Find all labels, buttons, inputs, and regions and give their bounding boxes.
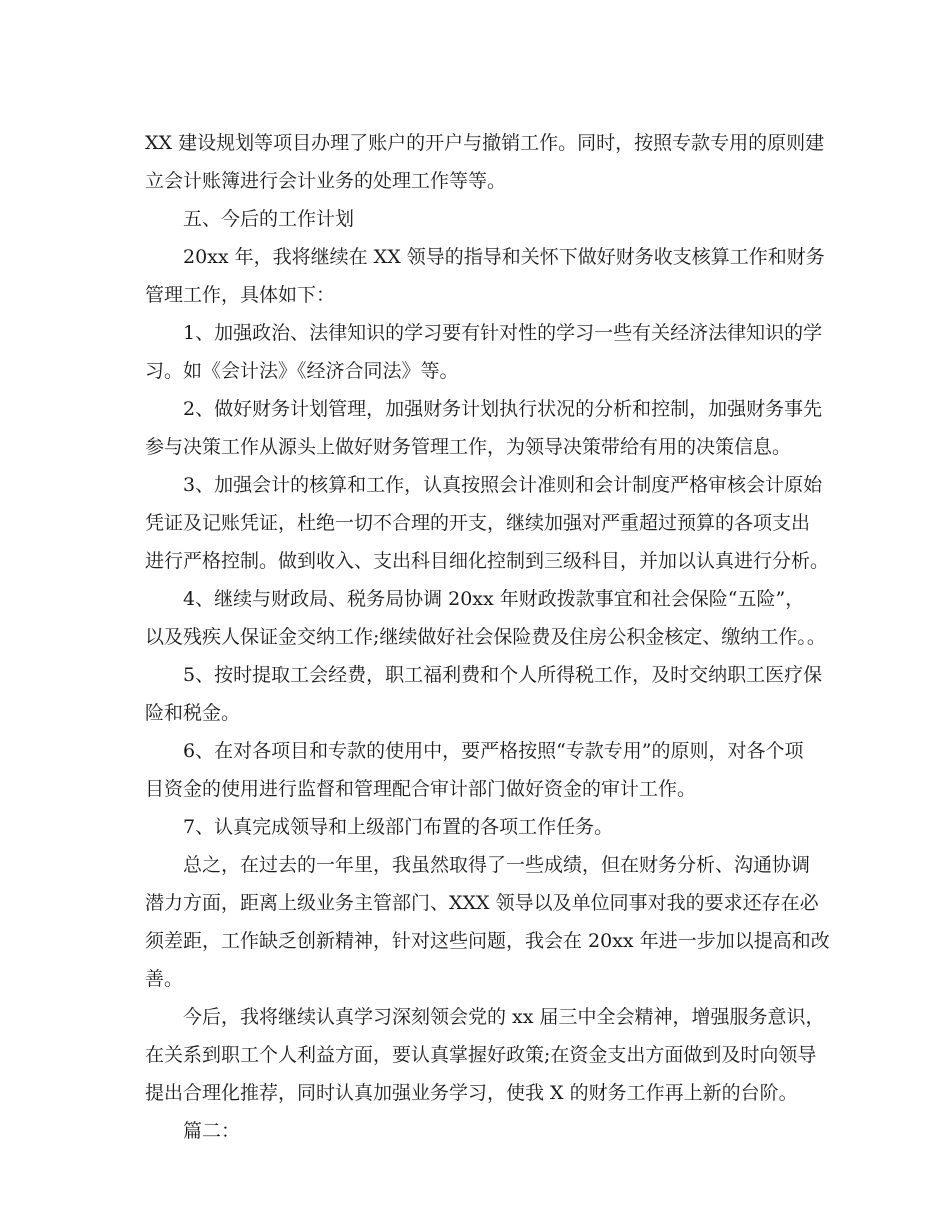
text-line: 立会计账簿进行会计业务的处理工作等等。 [145,170,507,192]
text-line: 凭证及记账凭证，杜绝一切不合理的开支，继续加强对严重超过预算的各项支出 [145,512,811,534]
text-line: 习。如《会计法》《经济合同法》等。 [145,360,459,382]
section-heading: 五、今后的工作计划 [183,208,355,230]
text-line: 提出合理化推荐，同时认真加强业务学习，使我 X 的财务工作再上新的台阶。 [145,1082,798,1104]
text-line: 20xx 年，我将继续在 XX 领导的指导和关怀下做好财务收支核算工作和财务 [183,246,825,268]
section-heading: 篇二： [183,1120,241,1142]
text-line: 参与决策工作从源头上做好财务管理工作，为领导决策带给有用的决策信息。 [145,436,792,458]
text-line: 善。 [145,968,184,990]
text-line: 在关系到职工个人利益方面，要认真掌握好政策;在资金支出方面做到及时向领导 [145,1044,817,1066]
text-line: XX 建设规划等项目办理了账户的开户与撤销工作。同时，按照专款专用的原则建 [145,132,825,154]
text-line: 今后，我将继续认真学习深刻领会党的 xx 届三中全会精神，增强服务意识， [183,1006,825,1028]
text-line: 险和税金。 [145,702,241,724]
text-line: 须差距，工作缺乏创新精神，针对这些问题，我会在 20xx 年进一步加以提高和改 [145,930,830,952]
text-line: 管理工作，具体如下： [145,284,336,306]
text-line: 1、加强政治、法律知识的学习要有针对性的学习一些有关经济法律知识的学 [183,322,823,344]
text-line: 4、继续与财政局、税务局协调 20xx 年财政拨款事宜和社会保险“五险”， [183,588,805,610]
text-line: 潜力方面，距离上级业务主管部门、XXX 领导以及单位同事对我的要求还存在必 [145,892,819,914]
text-line: 总之，在过去的一年里，我虽然取得了一些成绩，但在财务分析、沟通协调 [183,854,811,876]
text-line: 3、加强会计的核算和工作，认真按照会计准则和会计制度严格审核会计原始 [183,474,823,496]
text-line: 目资金的使用进行监督和管理配合审计部门做好资金的审计工作。 [145,778,697,800]
text-line: 5、按时提取工会经费，职工福利费和个人所得税工作，及时交纳职工医疗保 [183,664,823,686]
text-line: 2、做好财务计划管理，加强财务计划执行状况的分析和控制，加强财务事先 [183,398,823,420]
text-line: 进行严格控制。做到收入、支出科目细化控制到三级科目，并加以认真进行分析。 [145,550,830,572]
text-line: 以及残疾人保证金交纳工作;继续做好社会保险费及住房公积金核定、缴纳工作。。 [145,626,826,648]
text-line: 7、认真完成领导和上级部门布置的各项工作任务。 [183,816,614,838]
text-line: 6、在对各项目和专款的使用中，要严格按照“专款专用”的原则，对各个项 [183,740,804,762]
